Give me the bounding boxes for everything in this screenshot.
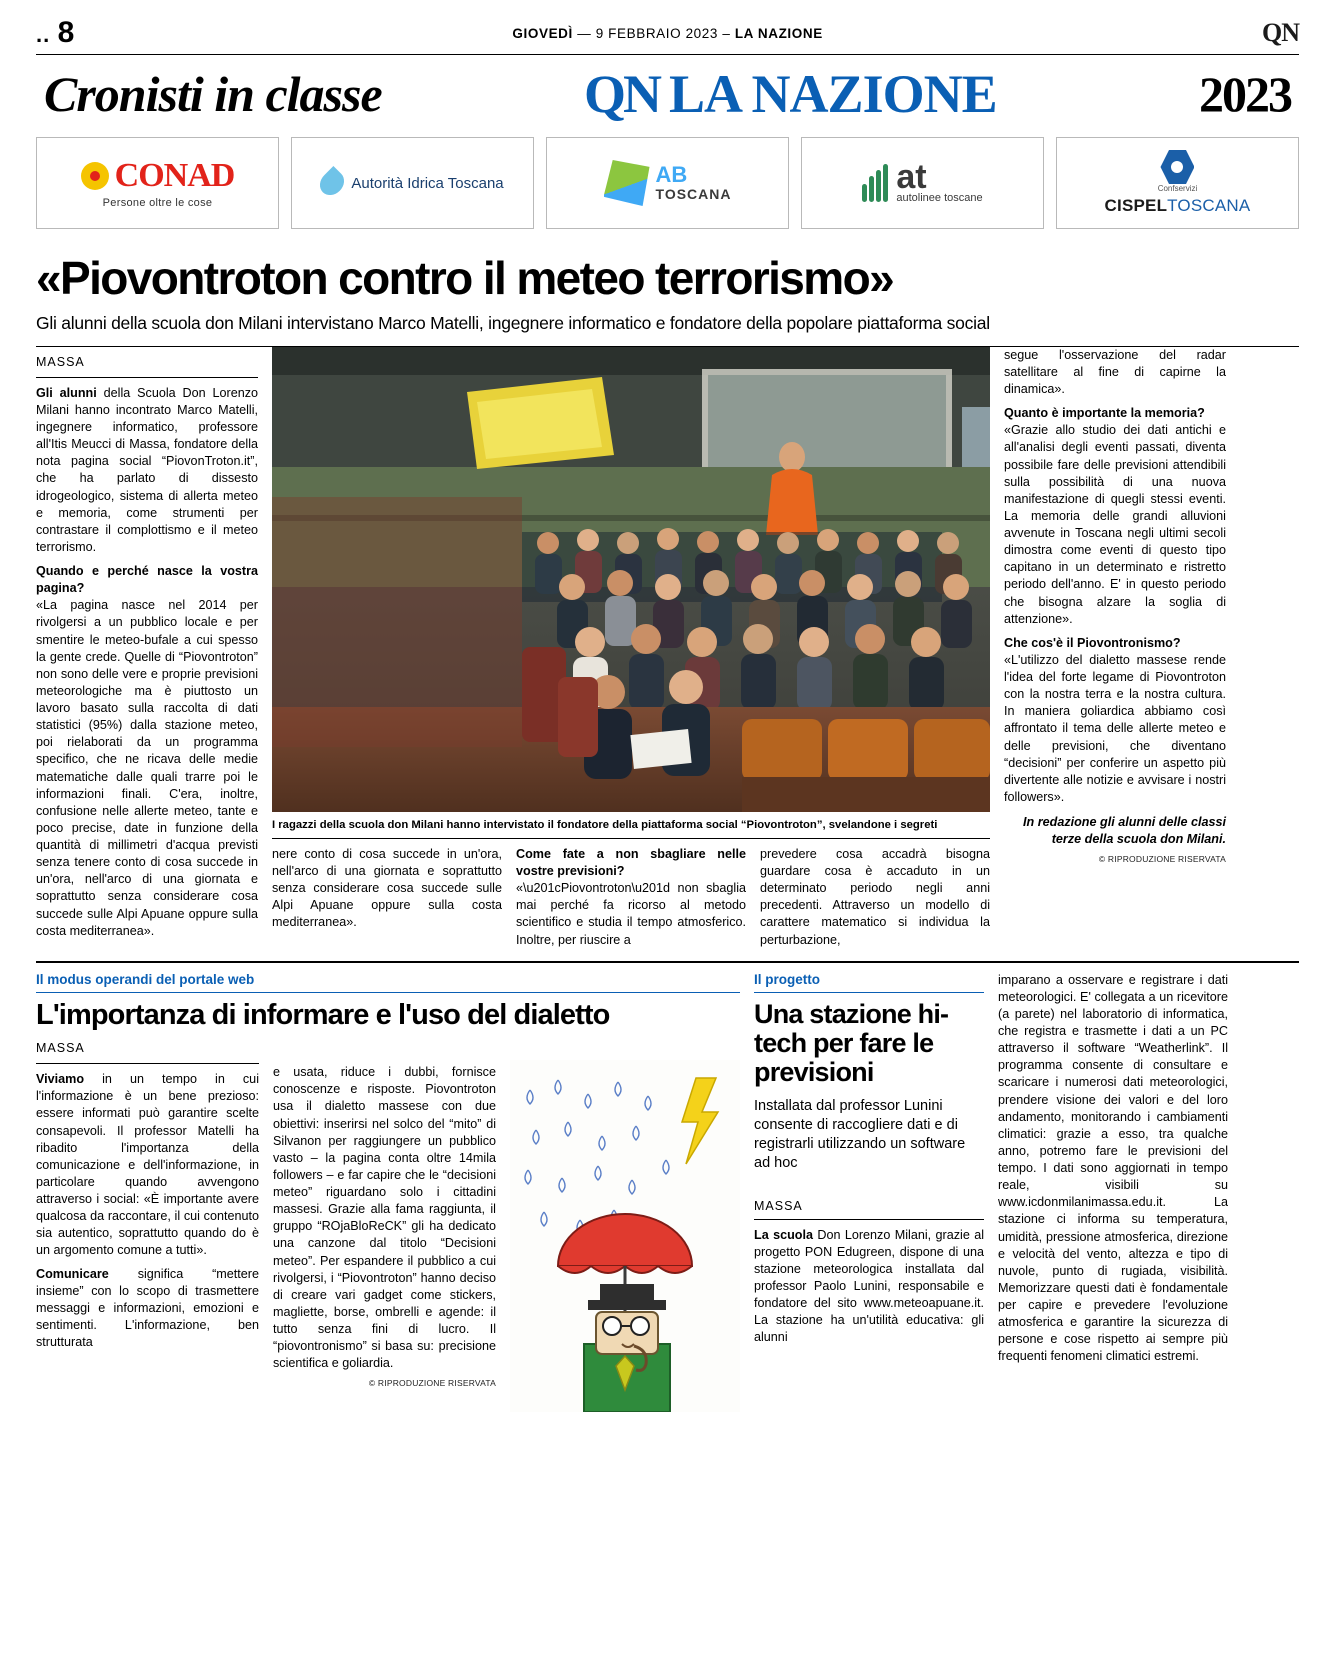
- article-subhead: Gli alunni della scuola don Milani intervistano Marco Matelli, ingegnere informatico e fondatore della popolare piattaforma social: [36, 312, 990, 333]
- left-paragraph-1: [36, 1071, 259, 1259]
- section-title-band: [36, 55, 1299, 127]
- left-column-2: [273, 1038, 496, 1412]
- answer-2: «\u201cPiovontroton\u201d non sbaglia mai perché fa ricorso al metodo scientifico e studia il tempo atmosferico. Inoltre, per riuscire a: [516, 881, 746, 947]
- article-photo: [272, 347, 990, 812]
- leaf-lines-icon: [862, 164, 888, 202]
- article-subcolumns: [272, 846, 990, 949]
- right-dateline-city: MASSA: [754, 1198, 803, 1213]
- right-paragraph-2: imparano a osservare e registrare i dati meteorologici. E' collegata a un ricevitore (a parete) nel laboratorio di informatica, che registra e trasmette i dati a un PC attraverso il software “Weatherlink”. Il programma consente di consultare e scaricare i numerosi dati meteorologici, prendere visione dei valori e del loro andamento, monitorando i cambiamenti climatici: grazie a esso, tra qualche anno, potremo fare le previsioni del tempo. I dati sono aggiornati in tempo reale, visibili su www.icdonmilanimassa.edu.it. La stazione ci informa su temperatura, umidità, pressione atmosferica, direzione e velocità del vento, altezza e tipo di nuvole, punto di rugiada, visibilità. Memorizzare questi dati è fondamentale per capire e prevedere l'evoluzione atmosferica e garantire la sicurezza di persone e cose rispetto ai sempre più frequenti fenomeni climatici estremi.: [998, 972, 1228, 1364]
- right-dateline-divider: [754, 1219, 984, 1220]
- question-1: Quando e perché nasce la vostra pagina?: [36, 564, 258, 596]
- sponsor-cispel-small: Confservizi: [1157, 184, 1198, 193]
- sponsor-ab-toscana: [546, 137, 789, 229]
- page-number-dots: ..: [36, 22, 51, 47]
- left-columns: [36, 1038, 740, 1412]
- left-dateline-city: MASSA: [36, 1041, 85, 1056]
- sponsor-cispel-toscana: [1056, 137, 1299, 229]
- student-drawing: [510, 1060, 740, 1412]
- article-column-3: [516, 846, 746, 949]
- answer-4: «L'utilizzo del dialetto massese rende l'idea del forte legame di Piovontroton con la nostra terra e la nostra cultura. In maniera goliardica abbiamo così affrontato il tema delle allerte meteo e delle previsioni, che diventano “decisioni” per conferire un aspetto più divertente alle notizie e avvisare i nostri followers».: [1004, 652, 1226, 804]
- left-dateline-divider: [36, 1063, 259, 1064]
- qn-logo-icon: QN: [1261, 18, 1299, 47]
- sponsor-autorita-label: Autorità Idrica Toscana: [351, 174, 504, 192]
- umbrella-drawing-illustration: [510, 1060, 740, 1412]
- answer-3: «Grazie allo studio dei dati antichi e all'analisi degli eventi passati, diventa possibile fare delle previsioni attendibili sulla possibilità di una nuova manifestazione di quegli stessi eventi. La memoria delle grandi alluvioni avvenute in Toscana negli ultimi secoli dimostra come eventi di questo tipo capitano in un determinato e ristretto periodo dell'anno. E' in questo periodo che bisogna alzare la soglia di attenzione».: [1004, 423, 1226, 626]
- bottom-article-right-2: [998, 972, 1228, 1412]
- left-lead-in: Viviamo: [36, 1072, 85, 1087]
- sponsor-conad-label: CONAD: [114, 157, 235, 194]
- answer-2-continued: prevedere cosa accadrà bisogna guardare cosa è accaduto in un determinato periodo negli anni precedenti. Attraverso un modello di carattere matematico si individua la perturbazione,: [760, 846, 990, 947]
- sponsor-at-tagline: autolinee toscane: [896, 192, 983, 205]
- right-lead-in: La scuola: [754, 1227, 813, 1242]
- caption-divider: [272, 838, 990, 839]
- bottom-section-divider: [36, 961, 1299, 963]
- sponsor-autorita-idrica-toscana: [291, 137, 534, 229]
- edition-year: 2023: [1198, 66, 1291, 122]
- question-2: Come fate a non sbagliare nelle vostre previsioni?: [516, 846, 746, 879]
- sponsor-ab-label: AB: [655, 162, 688, 187]
- edition-day: GIOVEDÌ: [512, 25, 573, 41]
- page-number: [36, 16, 73, 50]
- tuscany-map-icon: [604, 160, 650, 206]
- sponsor-conad: [36, 137, 279, 229]
- hexagon-icon: [1160, 150, 1194, 184]
- water-drop-icon: [315, 166, 349, 200]
- left-paragraph-2-text: significa “mettere insieme” con lo scopo di trasmettere messaggi e informazioni, emozioni e sentimenti. L'informazione, ben strutturata: [36, 1266, 259, 1349]
- nazione-brand-logo: LA NAZIONE: [669, 64, 997, 124]
- copyright-notice: © RIPRODUZIONE RISERVATA: [1098, 854, 1226, 865]
- article-body: [36, 347, 1299, 949]
- bottom-article-right: [754, 972, 984, 1412]
- answer-1: «La pagina nasce nel 2014 per rivolgersi a un pubblico locale e per smentire le meteo-bufale a cui spesso la gente crede. Quelle di “Piovontroton” non sono delle vere e proprie previsioni meteorologiche ma è piuttosto un lavoro basato sulla raccolta di dati statistici (95%) dalla stazione meteo, poi rielaborati da un programma specifico, che ne ricava delle medie matematiche dalle quali trarre poi le informazioni finali. C'era, inoltre, confusione nelle allerte meteo, tante e poco precise, date in funzione della quantità di millimetri d'acqua previsti senza tenere conto di cosa succede in un'ora, nell'arco di una giornata e soprattutto senza considerare cosa succede sulle Alpi Apuane oppure sulla costa mediterranea».: [36, 598, 258, 938]
- article-column-3b: [760, 846, 990, 949]
- right-kicker: Il progetto: [754, 971, 820, 987]
- dateline-divider: [36, 377, 258, 378]
- qn-brand-logo: QN: [584, 64, 660, 124]
- left-paragraph-2: [36, 1266, 259, 1352]
- sponsor-cispel-tagline: TOSCANA: [1167, 196, 1251, 215]
- article-column-4: [1004, 347, 1226, 949]
- sponsor-autolinee-toscane: [801, 137, 1044, 229]
- answer-2-tail: segue l'osservazione del radar satellitare al fine di capirne la dinamica».: [1004, 347, 1226, 397]
- right-subhead: Installata dal professor Lunini consente di raccogliere dati e di registrarli utilizzando un software ad hoc: [754, 1098, 966, 1171]
- left-column-1: [36, 1038, 259, 1412]
- left-paragraph-1-text: in un tempo in cui l'informazione è un bene prezioso: essere informati può garantire scelte consapevoli. Il professor Matelli ha ribadito l'importanza della comunicazione e dell'informazione, in particolare quando avvengono attraverso i social: «È importante avere qualcosa da raccontare, il cui contenuto sia autentico, soprattutto quando do è un argomento comune a tutti».: [36, 1072, 259, 1258]
- article-column-1: [36, 347, 258, 949]
- bottom-section: [36, 972, 1299, 1412]
- left-headline: L'importanza di informare e l'uso del dialetto: [36, 998, 610, 1031]
- bottom-article-left: [36, 972, 740, 1412]
- article-paragraph-1-text: della Scuola Don Lorenzo Milani hanno incontrato Marco Matelli, ingegnere informatico, professore all'Itis Meucci di Massa, fondatore della nota pagina social “PiovonTroton.it”, che ha parlato di dissesto idrogeologico, sistema di allerta meteo e memoria, come strumenti per contrastare il complottismo e il meteo terrorismo.: [36, 385, 259, 554]
- answer-1-continued: nere conto di cosa succede in un'ora, nell'arco di una giornata e soprattutto senza considerare cosa succede sulle Alpi Apuane oppure sulla costa mediterranea».: [272, 846, 502, 930]
- article-lead-in: Gli alunni: [36, 385, 97, 400]
- right-paragraph-1-text: Don Lorenzo Milani, grazie al progetto PON Edugreen, dispone di una stazione meteorologica installata dal professor Paolo Lunini, responsabile e fondatore del sito www.meteoapuane.it. La stazione ha un'utilità educativa: gli alunni: [754, 1227, 985, 1345]
- article-signature: In redazione gli alunni delle classi terze della scuola don Milani.: [1023, 815, 1226, 847]
- edition-date-rest: — 9 FEBBRAIO 2023 –: [577, 25, 731, 41]
- edition-date: [512, 26, 822, 41]
- edition-paper: LA NAZIONE: [734, 25, 823, 41]
- left-kicker: Il modus operandi del portale web: [36, 971, 255, 987]
- photo-caption: I ragazzi della scuola don Milani hanno intervistato il fondatore della piattaforma social “Piovontroton”, svelandone i segreti: [272, 818, 938, 831]
- left-copyright-notice: © RIPRODUZIONE RISERVATA: [368, 1378, 496, 1389]
- left-column-3-illustration: [510, 1038, 740, 1412]
- right-kicker-divider: [754, 992, 984, 993]
- article-column-2: [272, 846, 502, 949]
- article-paragraph-1: [36, 385, 258, 556]
- sponsor-cispel-label: CISPEL: [1104, 196, 1168, 215]
- sponsor-bar: [36, 137, 1299, 229]
- right-headline: Una stazione hi-tech per fare le previsioni: [754, 998, 949, 1087]
- article-headline: «Piovontroton contro il meteo terrorismo»: [36, 252, 894, 304]
- left-kicker-divider: [36, 992, 740, 993]
- left-lead-in-2: Comunicare: [36, 1266, 109, 1281]
- question-3: Quanto è importante la memoria?: [1004, 406, 1205, 421]
- sponsor-conad-tagline: Persone oltre le cose: [102, 197, 213, 209]
- left-paragraph-3: e usata, riduce i dubbi, fornisce conoscenze e risposte. Piovontroton usa il dialetto massese con due obiettivi: inserirsi nel solco del “mito” di Silvanon per raggiungere un pubblico vasto – la pagina conta oltre 14mila followers – e far capire che le “decisioni meteo” riguardano solo i cittadini massesi. Grazie alla fama raggiunta, il gruppo “ROjaBloReCK” gli ha dedicato una canzone dal titolo “Decisioni meteo”. Per espandere il pubblico a cui rivolgersi, i “Piovontroton” hanno deciso di creare vari gadget come stickers, magliette, borse, ombrelli e agende: il tutto senza fini di lucro. Il “piovontronismo” si basa su: precisione scientifica e goliardia.: [273, 1065, 496, 1371]
- right-paragraph-1: [754, 1227, 984, 1347]
- page-number-value: 8: [57, 16, 74, 49]
- article-column-center: [272, 347, 990, 949]
- sponsor-at-label: at: [896, 157, 927, 196]
- sponsor-ab-tagline: TOSCANA: [655, 186, 732, 202]
- page-topbar: [36, 14, 1299, 52]
- flower-icon: [81, 162, 109, 190]
- photo-illustration: [272, 347, 990, 812]
- dateline-city: MASSA: [36, 354, 85, 369]
- question-4: Che cos'è il Piovontronismo?: [1004, 635, 1181, 650]
- section-title: Cronisti in classe: [44, 66, 382, 122]
